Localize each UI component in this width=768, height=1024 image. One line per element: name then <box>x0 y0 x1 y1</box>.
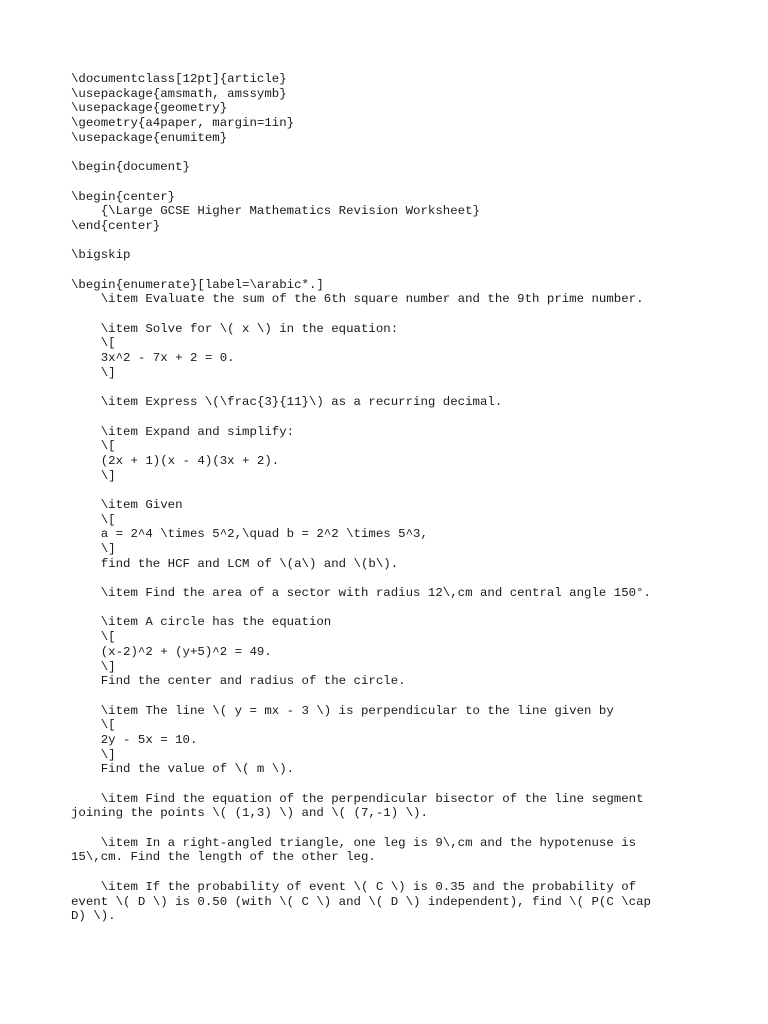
source-line: \[ <box>71 512 116 527</box>
source-line: 15\,cm. Find the length of the other leg. <box>71 850 376 865</box>
source-line: \] <box>71 542 116 556</box>
source-line: \] <box>71 468 116 483</box>
blank-line <box>71 689 751 704</box>
source-line: 2y - 5x = 10. <box>71 732 198 747</box>
source-line: \item Evaluate the sum of the 6th square number and the 9th prime number. <box>71 292 644 307</box>
source-line: (x-2)^2 + (y+5)^2 = 49. <box>71 644 272 659</box>
source-line: \item Find the equation of the perpendicular bisector of the line segment <box>71 791 644 806</box>
blank-line <box>71 263 751 278</box>
source-line: Find the value of \( m \). <box>71 762 295 777</box>
blank-line <box>71 601 751 616</box>
source-line: \item A circle has the equation <box>71 615 332 630</box>
source-line: (2x + 1)(x - 4)(3x + 2). <box>71 453 280 468</box>
source-line: \[ <box>71 718 116 733</box>
source-line: \usepackage{geometry} <box>71 101 228 116</box>
source-line: \[ <box>71 439 116 454</box>
source-line: \bigskip <box>71 248 131 263</box>
source-line: \item Solve for \( x \) in the equation: <box>71 321 399 336</box>
source-line: event \( D \) is 0.50 (with \( C \) and \( D \) independent), find \( P(C \cap <box>71 894 651 909</box>
blank-line <box>71 777 751 792</box>
blank-line <box>71 821 751 836</box>
source-line: \begin{enumerate}[label=\arabic*.] <box>71 277 324 292</box>
blank-line <box>71 380 751 395</box>
source-line: \[ <box>71 630 116 645</box>
blank-line <box>71 410 751 425</box>
source-line: \item Find the area of a sector with radius 12\,cm and central angle 150°. <box>71 586 651 601</box>
source-line: D) \). <box>71 909 116 924</box>
source-line: \begin{center} <box>71 189 176 204</box>
blank-line <box>71 234 751 249</box>
source-line: \] <box>71 659 116 674</box>
blank-line <box>71 175 751 190</box>
source-line: {\Large GCSE Higher Mathematics Revision Worksheet} <box>71 204 480 219</box>
source-line: \item Expand and simplify: <box>71 424 295 439</box>
source-line: Find the center and radius of the circle. <box>71 674 406 689</box>
source-line: \] <box>71 747 116 762</box>
source-line: \item Express \(\frac{3}{11}\) as a recurring decimal. <box>71 395 503 410</box>
source-line: \] <box>71 365 116 380</box>
source-line: \item The line \( y = mx - 3 \) is perpendicular to the line given by <box>71 703 614 718</box>
source-line: \usepackage{amsmath, amssymb} <box>71 86 287 101</box>
source-line: 3x^2 - 7x + 2 = 0. <box>71 351 235 366</box>
blank-line <box>71 865 751 880</box>
blank-line <box>71 571 751 586</box>
source-line: \end{center} <box>71 218 161 233</box>
source-line: \begin{document} <box>71 160 190 175</box>
source-line: \item If the probability of event \( C \) is 0.35 and the probability of <box>71 879 637 894</box>
source-line: \documentclass[12pt]{article} <box>71 72 287 86</box>
source-line: find the HCF and LCM of \(a\) and \(b\). <box>71 556 399 571</box>
latex-source-text <box>71 72 751 924</box>
blank-line <box>71 307 751 322</box>
blank-line <box>71 145 751 160</box>
source-line: \item Given <box>71 497 183 512</box>
source-line: joining the points \( (1,3) \) and \( (7,-1) \). <box>71 806 428 821</box>
source-line: \geometry{a4paper, margin=1in} <box>71 116 295 131</box>
source-line: \item In a right-angled triangle, one leg is 9\,cm and the hypotenuse is <box>71 835 637 850</box>
source-line: \[ <box>71 336 116 351</box>
source-line: a = 2^4 \times 5^2,\quad b = 2^2 \times 5^3, <box>71 527 428 542</box>
source-line: \usepackage{enumitem} <box>71 130 228 145</box>
blank-line <box>71 483 751 498</box>
